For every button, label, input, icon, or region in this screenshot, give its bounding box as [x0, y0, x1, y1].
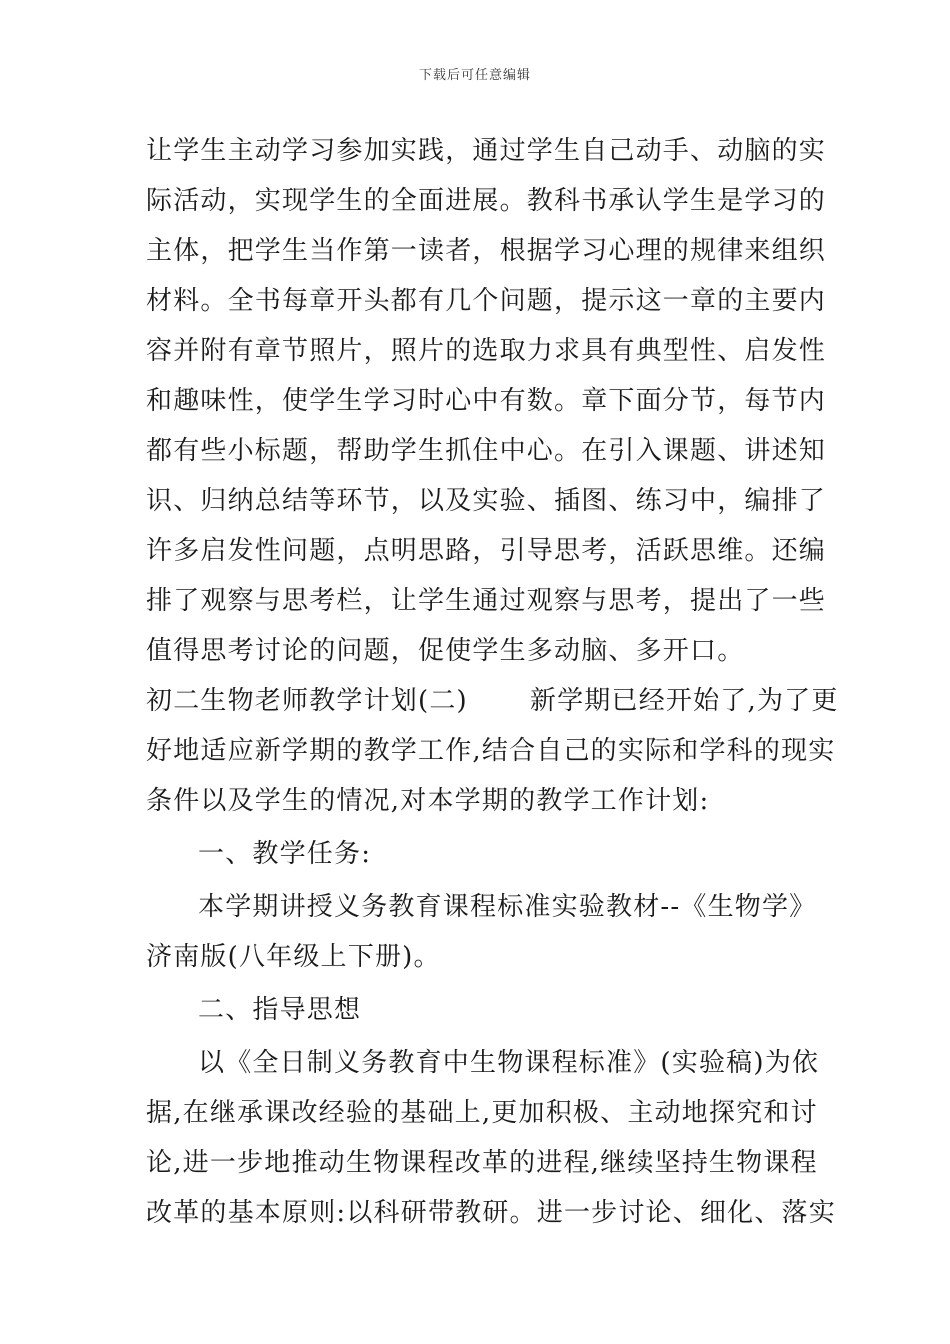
section-intro: 新学期已经开始了,为了更: [529, 686, 839, 716]
paragraph-line: 识、归纳总结等环节，以及实验、插图、练习中，编排了: [146, 486, 827, 516]
paragraph-line: 改革的基本原则:以科研带教研。进一步讨论、细化、落实: [146, 1198, 836, 1228]
heading-guiding-ideology: 二、指导思想: [198, 995, 362, 1025]
paragraph-line: 让学生主动学习参加实践，通过学生自己动手、动脑的实: [146, 136, 827, 166]
paragraph-line: 本学期讲授义务教育课程标准实验教材--《生物学》: [198, 892, 817, 922]
paragraph-line: 济南版(八年级上下册)。: [146, 942, 441, 972]
paragraph-line: 排了观察与思考栏，让学生通过观察与思考，提出了一些: [146, 586, 827, 616]
paragraph-line: 材料。全书每章开头都有几个问题，提示这一章的主要内: [146, 286, 827, 316]
page-header: 下载后可任意编辑: [418, 68, 531, 83]
section-title: 初二生物老师教学计划(二): [146, 686, 468, 716]
heading-teaching-tasks: 一、教学任务:: [198, 839, 372, 869]
paragraph-line: 据,在继承课改经验的基础上,更加积极、主动地探究和讨: [146, 1098, 818, 1128]
paragraph-line: 论,进一步地推动生物课程改革的进程,继续坚持生物课程: [146, 1148, 818, 1178]
paragraph-line: 许多启发性问题，点明思路，引导思考，活跃思维。还编: [146, 536, 827, 566]
paragraph-line: 和趣味性，使学生学习时心中有数。章下面分节，每节内: [146, 386, 827, 416]
paragraph-line: 以《全日制义务教育中生物课程标准》(实验稿)为依: [198, 1048, 820, 1078]
section-title-line: [146, 676, 839, 726]
document-body: [146, 126, 839, 1238]
paragraph-line: 主体，把学生当作第一读者，根据学习心理的规律来组织: [146, 236, 827, 266]
paragraph-line: 际活动，实现学生的全面进展。教科书承认学生是学习的: [146, 186, 827, 216]
paragraph-line: 容并附有章节照片，照片的选取力求具有典型性、启发性: [146, 336, 827, 366]
paragraph-line: 值得思考讨论的问题，促使学生多动脑、多开口。: [146, 636, 745, 666]
paragraph-line: 好地适应新学期的教学工作,结合自己的实际和学科的现实: [146, 736, 836, 766]
paragraph-line: 条件以及学生的情况,对本学期的教学工作计划:: [146, 786, 710, 816]
paragraph-line: 都有些小标题，帮助学生抓住中心。在引入课题、讲述知: [146, 436, 827, 466]
